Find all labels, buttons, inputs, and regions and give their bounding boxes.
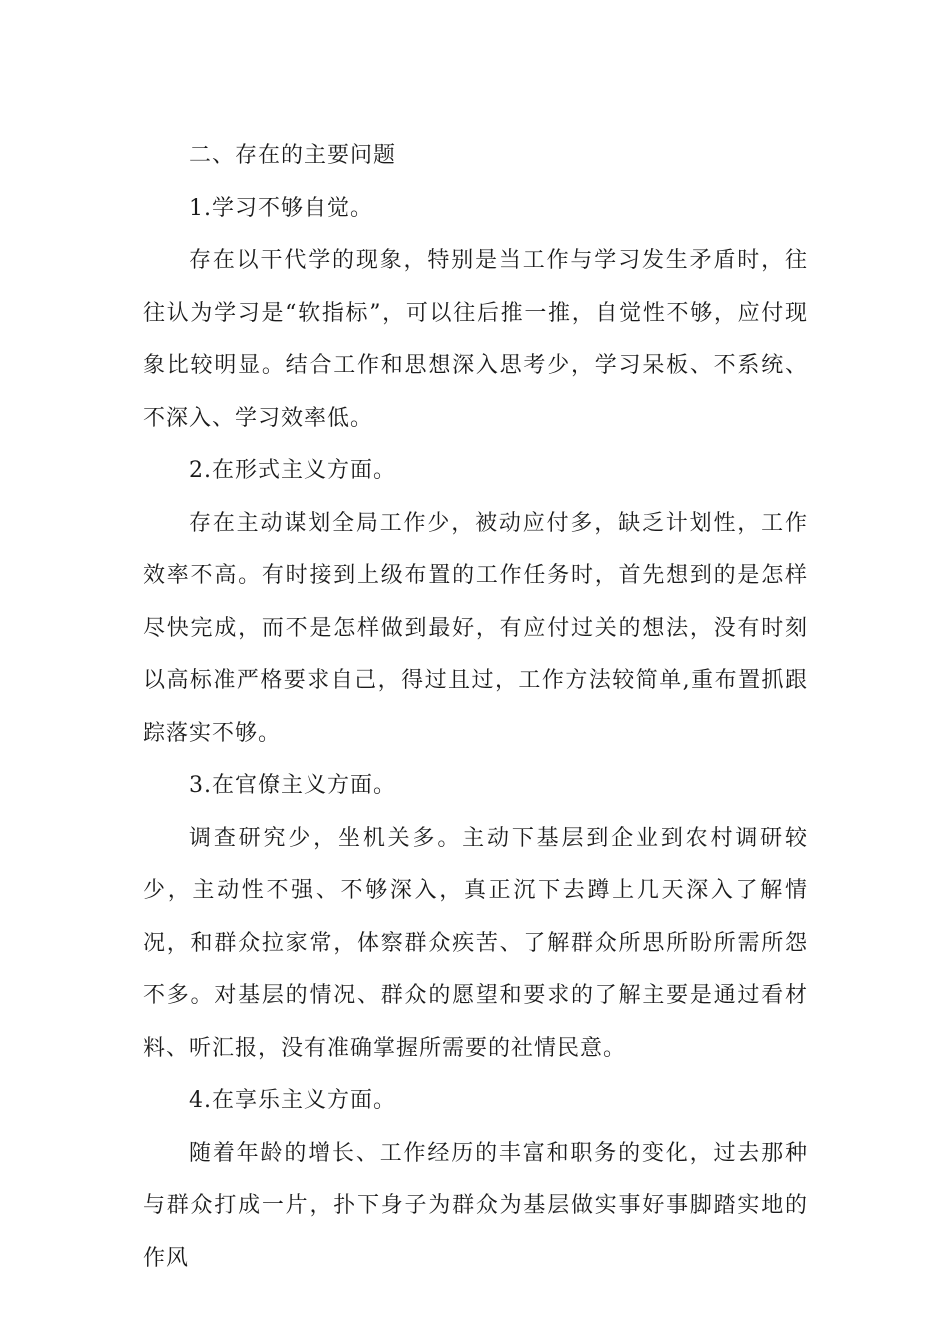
item-paragraph-2: 存在主动谋划全局工作少，被动应付多，缺乏计划性，工作效率不高。有时接到上级布置的工作任务时，首先想到的是怎样尽快完成，而不是怎样做到最好，有应付过关的想法，没有时刻以高标准严格要求自己，得过且过，工作方法较简单,重布置抓跟踪落实不够。 — [143, 510, 808, 746]
item-paragraph-1: 存在以干代学的现象，特别是当工作与学习发生矛盾时，往往认为学习是“软指标”，可以往后推一推，自觉性不够，应付现象比较明显。结合工作和思想深入思考少，学习呆板、不系统、不深入、学习效率低。 — [143, 248, 808, 431]
item-paragraph-3: 调查研究少，坐机关多。主动下基层到企业到农村调研较少，主动性不强、不够深入，真正沉下去蹲上几天深入了解情况，和群众拉家常，体察群众疾苦、了解群众所思所盼所需所怨不多。对基层的情况、群众的愿望和要求的了解主要是通过看材料、听汇报，没有准确掌握所需要的社情民意。 — [143, 825, 808, 1061]
item-heading-1: 1.学习不够自觉。 — [189, 195, 373, 221]
section-title: 二、存在的主要问题 — [189, 143, 397, 168]
item-heading-2: 2.在形式主义方面。 — [189, 458, 396, 483]
item-heading-4: 4.在享乐主义方面。 — [189, 1088, 396, 1113]
item-heading-3: 3.在官僚主义方面。 — [189, 773, 396, 798]
item-paragraph-4: 随着年龄的增长、工作经历的丰富和职务的变化，过去那种与群众打成一片，扑下身子为群众为基层做实事好事脚踏实地的作风 — [143, 1140, 808, 1271]
document-body — [143, 130, 808, 1285]
